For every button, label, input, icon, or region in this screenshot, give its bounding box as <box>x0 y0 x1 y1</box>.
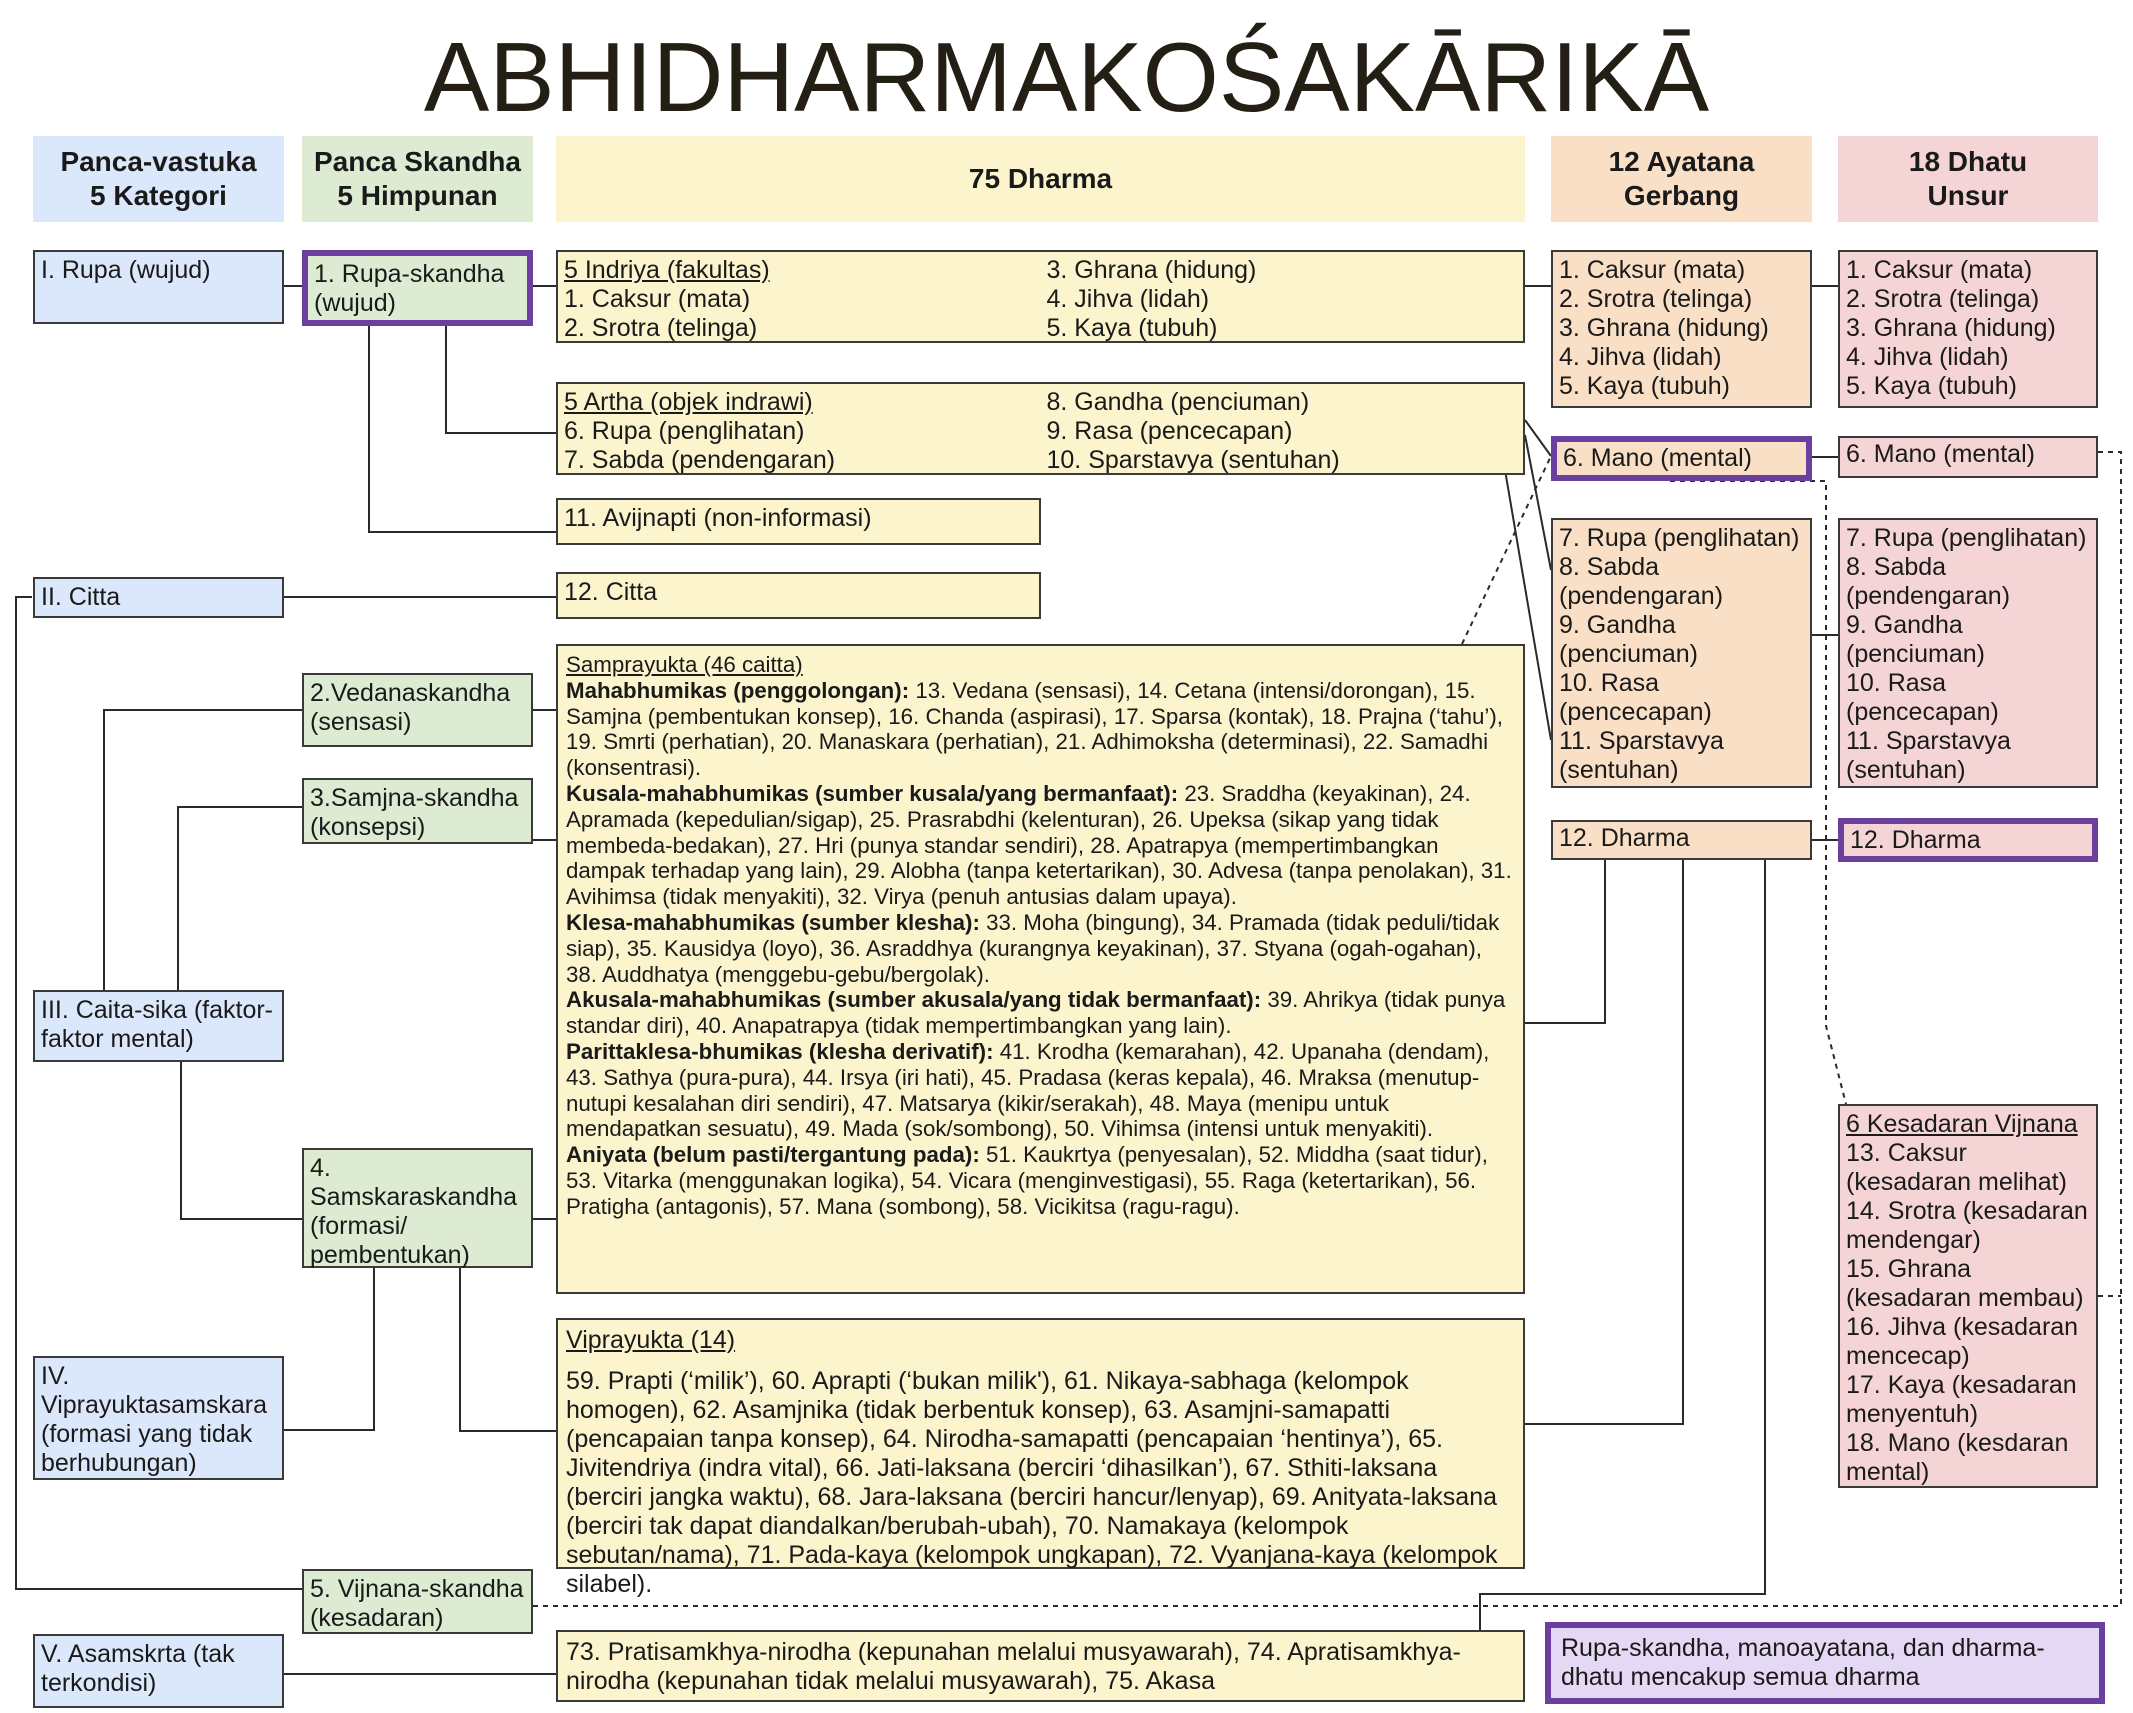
skandha-rupa: 1. Rupa-skandha (wujud) <box>302 250 533 326</box>
dhatu-item: 7. Rupa (penglihatan) <box>1846 524 2087 552</box>
summary-note: Rupa-skandha, manoayatana, dan dharma-dhatu mencakup semua dharma <box>1545 1622 2105 1704</box>
header-panca-skandha <box>302 136 533 222</box>
dharma-artha <box>556 382 1525 475</box>
indriya-item: 1. Caksur (mata) <box>564 285 751 313</box>
header-line: 75 Dharma <box>968 163 1113 194</box>
group-label: Parittaklesa-bhumikas (klesha derivatif): <box>566 1038 994 1064</box>
ayatana-item: 11. Sparstavya (sentuhan) <box>1559 727 1724 784</box>
group-label: Akusala-mahabhumikas (sumber akusala/yang tidak bermanfaat): <box>566 987 1262 1013</box>
dhatu-item: 4. Jihva (lidah) <box>1846 343 2009 371</box>
dhatu-item: 8. Sabda (pendengaran) <box>1846 553 2011 610</box>
vijnana-heading: 6 Kesadaran Vijnana <box>1846 1110 2078 1138</box>
skandha-samjna: 3.Samjna-skandha (konsepsi) <box>302 778 533 844</box>
dharma-asamskrta: 73. Pratisamkhya-nirodha (kepunahan melalui musyawarah), 74. Apratisamkhya-nirodha (kepunahan tidak melalui musyawarah), 75. Akasa <box>556 1630 1525 1702</box>
skandha-vijnana: 5. Vijnana-skandha (kesadaran) <box>302 1569 533 1634</box>
artha-right <box>1035 388 1518 475</box>
header-line: 5 Kategori <box>90 180 227 211</box>
artha-item: 6. Rupa (penglihatan) <box>564 417 805 445</box>
ayatana-item: 1. Caksur (mata) <box>1559 256 1746 284</box>
header-line: Unsur <box>1927 180 2009 211</box>
samprayukta-group <box>566 781 1515 910</box>
indriya-left <box>564 256 1035 343</box>
group-text: 23. Sraddha (keyakinan), 24. Apramada (kepedulian/sigap), 25. Prasrabdhi (kelenturan), 26. Upeksa (sikap yang tidak membeda-bedakan), 27. Hri (punya standar sendiri), 28. Apatrapya (mempertimbangkan dampak terhadap yang lain), 29. Alobha (tanpa ketertarikan), 30. Advesa (tanpa penolakan), 31. Avihimsa (tidak menyakiti), 32. Virya (penuh antusias dalam upaya). <box>566 780 1512 910</box>
dhatu-vijnana <box>1838 1104 2098 1488</box>
dhatu-mano: 6. Mano (mental) <box>1838 436 2098 478</box>
ayatana-dharma: 12. Dharma <box>1551 820 1812 860</box>
viprayukta-text: 59. Prapti (‘milik’), 60. Aprapti (‘bukan milik'), 61. Nikaya-sabhaga (kelompok homogen), 62. Asamjnika (tidak berbentuk konsep), 63. Asamjni-samapatti (pencapaian tanpa konsep), 64. Nirodha-samapatti (pencapaian ‘hentinya’), 65. Jivitendriya (indra vital), 66. Jati-laksana (berciri ‘dihasilkan’), 67. Sthiti-laksana (berciri jangka waktu), 68. Jara-laksana (berciri hancur/lenyap), 69. Anityata-laksana (berciri tak dapat diandalkan/berubah-ubah), 70. Namakaya (kelompok sebutan/nama), 71. Pada-kaya (kelompok ungkapan), 72. Vyanjana-kaya (kelompok silabel). <box>566 1367 1498 1598</box>
header-12-ayatana <box>1551 136 1812 222</box>
vijnana-item: 14. Srotra (kesadaran mendengar) <box>1846 1197 2088 1254</box>
indriya-item: 5. Kaya (tubuh) <box>1046 314 1218 342</box>
indriya-item: 2. Srotra (telinga) <box>564 314 758 342</box>
diagram-title: ABHIDHARMAKOŚAKĀRIKĀ <box>423 22 1710 132</box>
indriya-right <box>1035 256 1518 343</box>
header-panca-vastuka <box>33 136 284 222</box>
dhatu-dharma: 12. Dharma <box>1838 818 2098 862</box>
ayatana-item: 3. Ghrana (hidung) <box>1559 314 1769 342</box>
group-text: 41. Krodha (kemarahan), 42. Upanaha (dendam), 43. Sathya (pura-pura), 44. Irsya (iri hati), 45. Pradasa (keras kepala), 46. Mraksa (menutup-nutupi kesalahan diri sendiri), 47. Matsarya (kikir/serakah), 48. Maya (menipu untuk mendapatkan sesuatu), 49. Mada (sok/sombong), 50. Vihimsa (intensi untuk menyakiti). <box>566 1038 1490 1142</box>
indriya-columns <box>564 256 1517 343</box>
group-label: Aniyata (belum pasti/tergantung pada): <box>566 1142 980 1168</box>
group-label: Mahabhumikas (penggolongan): <box>566 677 910 703</box>
header-line: 18 Dhatu <box>1908 146 2028 177</box>
vijnana-item: 18. Mano (kesdaran mental) <box>1846 1429 2069 1486</box>
vijnana-item: 16. Jihva (kesadaran mencecap) <box>1846 1313 2079 1370</box>
dhatu-objects <box>1838 518 2098 788</box>
skandha-samskara: 4. Samskaraskandha (formasi/ pembentukan) <box>302 1148 533 1268</box>
dhatu-item: 2. Srotra (telinga) <box>1846 285 2040 313</box>
artha-item: 10. Sparstavya (sentuhan) <box>1046 446 1340 474</box>
header-line: 5 Himpunan <box>337 180 498 211</box>
samprayukta-group <box>566 910 1515 987</box>
category-viprayuktasamskara: IV. Viprayuktasamskara (formasi yang tidak berhubungan) <box>33 1356 284 1480</box>
header-line: Panca Skandha <box>314 146 521 177</box>
samprayukta-heading: Samprayukta (46 caitta) <box>566 652 803 677</box>
artha-columns <box>564 388 1517 475</box>
ayatana-item: 8. Sabda (pendengaran) <box>1559 553 1724 610</box>
indriya-heading: 5 Indriya (fakultas) <box>564 256 770 284</box>
vijnana-item: 15. Ghrana (kesadaran membau) <box>1846 1255 2084 1312</box>
artha-item: 9. Rasa (pencecapan) <box>1046 417 1293 445</box>
skandha-vedana: 2.Vedanaskandha (sensasi) <box>302 673 533 747</box>
ayatana-item: 9. Gandha (penciuman) <box>1559 611 1698 668</box>
group-text: 51. Kaukrtya (penyesalan), 52. Middha (saat tidur), 53. Vitarka (menggunakan logika), 54. Vicara (menginvestigasi), 55. Raga (ketertarikan), 56. Pratigha (antagonis), 57. Mana (sombong), 58. Vicikitsa (ragu-ragu). <box>566 1142 1488 1219</box>
dharma-samprayukta <box>556 644 1525 1294</box>
dhatu-item: 1. Caksur (mata) <box>1846 256 2033 284</box>
ayatana-item: 5. Kaya (tubuh) <box>1559 372 1730 400</box>
vijnana-item: 17. Kaya (kesadaran menyentuh) <box>1846 1371 2077 1428</box>
group-text: 39. Ahrikya (tidak punya standar diri), 40. Anapatrapya (tidak mempertimbangkan yang lain). <box>566 987 1506 1039</box>
category-caitasika: III. Caita-sika (faktor-faktor mental) <box>33 990 284 1062</box>
dharma-avijnapti: 11. Avijnapti (non-informasi) <box>556 498 1041 545</box>
header-line: Panca-vastuka <box>60 146 257 177</box>
ayatana-objects <box>1551 518 1812 788</box>
header-75-dharma <box>556 136 1525 222</box>
samprayukta-group <box>566 1142 1515 1219</box>
artha-heading: 5 Artha (objek indrawi) <box>564 388 813 416</box>
group-label: Kusala-mahabhumikas (sumber kusala/yang bermanfaat): <box>566 780 1179 806</box>
dhatu-item: 11. Sparstavya (sentuhan) <box>1846 727 2011 784</box>
indriya-item: 3. Ghrana (hidung) <box>1046 256 1257 284</box>
group-text: 13. Vedana (sensasi), 14. Cetana (intensi/dorongan), 15. Samjna (pembentukan konsep), 16. Chanda (aspirasi), 17. Sparsa (kontak), 18. Prajna (‘tahu’), 19. Smrti (perhatian), 20. Manaskara (perhatian), 21. Adhimoksha (determinasi), 22. Samadhi (konsentrasi). <box>566 677 1503 781</box>
samprayukta-group <box>566 678 1515 781</box>
dhatu-item: 3. Ghrana (hidung) <box>1846 314 2056 342</box>
ayatana-mano: 6. Mano (mental) <box>1551 436 1812 481</box>
dharma-citta: 12. Citta <box>556 572 1041 619</box>
dhatu-item: 10. Rasa (pencecapan) <box>1846 669 1999 726</box>
category-citta: II. Citta <box>33 577 284 618</box>
dhatu-item: 9. Gandha (penciuman) <box>1846 611 1985 668</box>
ayatana-item: 4. Jihva (lidah) <box>1559 343 1722 371</box>
artha-item: 7. Sabda (pendengaran) <box>564 446 836 474</box>
dharma-viprayukta <box>556 1318 1525 1598</box>
group-label: Klesa-mahabhumikas (sumber klesha): <box>566 909 980 935</box>
artha-left <box>564 388 1035 475</box>
viprayukta-heading: Viprayukta (14) <box>566 1326 736 1354</box>
artha-item: 8. Gandha (penciuman) <box>1046 388 1310 416</box>
header-line: 12 Ayatana <box>1608 146 1755 177</box>
samprayukta-group <box>566 1039 1515 1142</box>
dharma-indriya <box>556 250 1525 343</box>
header-line: Gerbang <box>1623 180 1740 211</box>
header-18-dhatu <box>1838 136 2098 222</box>
ayatana-item: 10. Rasa (pencecapan) <box>1559 669 1712 726</box>
samprayukta-group <box>566 987 1515 1039</box>
ayatana-indriya <box>1551 250 1812 408</box>
dhatu-indriya <box>1838 250 2098 408</box>
ayatana-item: 7. Rupa (penglihatan) <box>1559 524 1800 552</box>
category-rupa: I. Rupa (wujud) <box>33 250 284 324</box>
category-asamskrta: V. Asamskrta (tak terkondisi) <box>33 1634 284 1708</box>
indriya-item: 4. Jihva (lidah) <box>1046 285 1210 313</box>
ayatana-item: 2. Srotra (telinga) <box>1559 285 1753 313</box>
vijnana-item: 13. Caksur (kesadaran melihat) <box>1846 1139 2067 1196</box>
dhatu-item: 5. Kaya (tubuh) <box>1846 372 2017 400</box>
group-text: 33. Moha (bingung), 34. Pramada (tidak peduli/tidak siap), 35. Kausidya (loyo), 36. Asraddhya (kurangnya keyakinan), 37. Styana (ogah-ogahan), 38. Auddhatya (menggebu-gebu/bergolak). <box>566 909 1500 987</box>
